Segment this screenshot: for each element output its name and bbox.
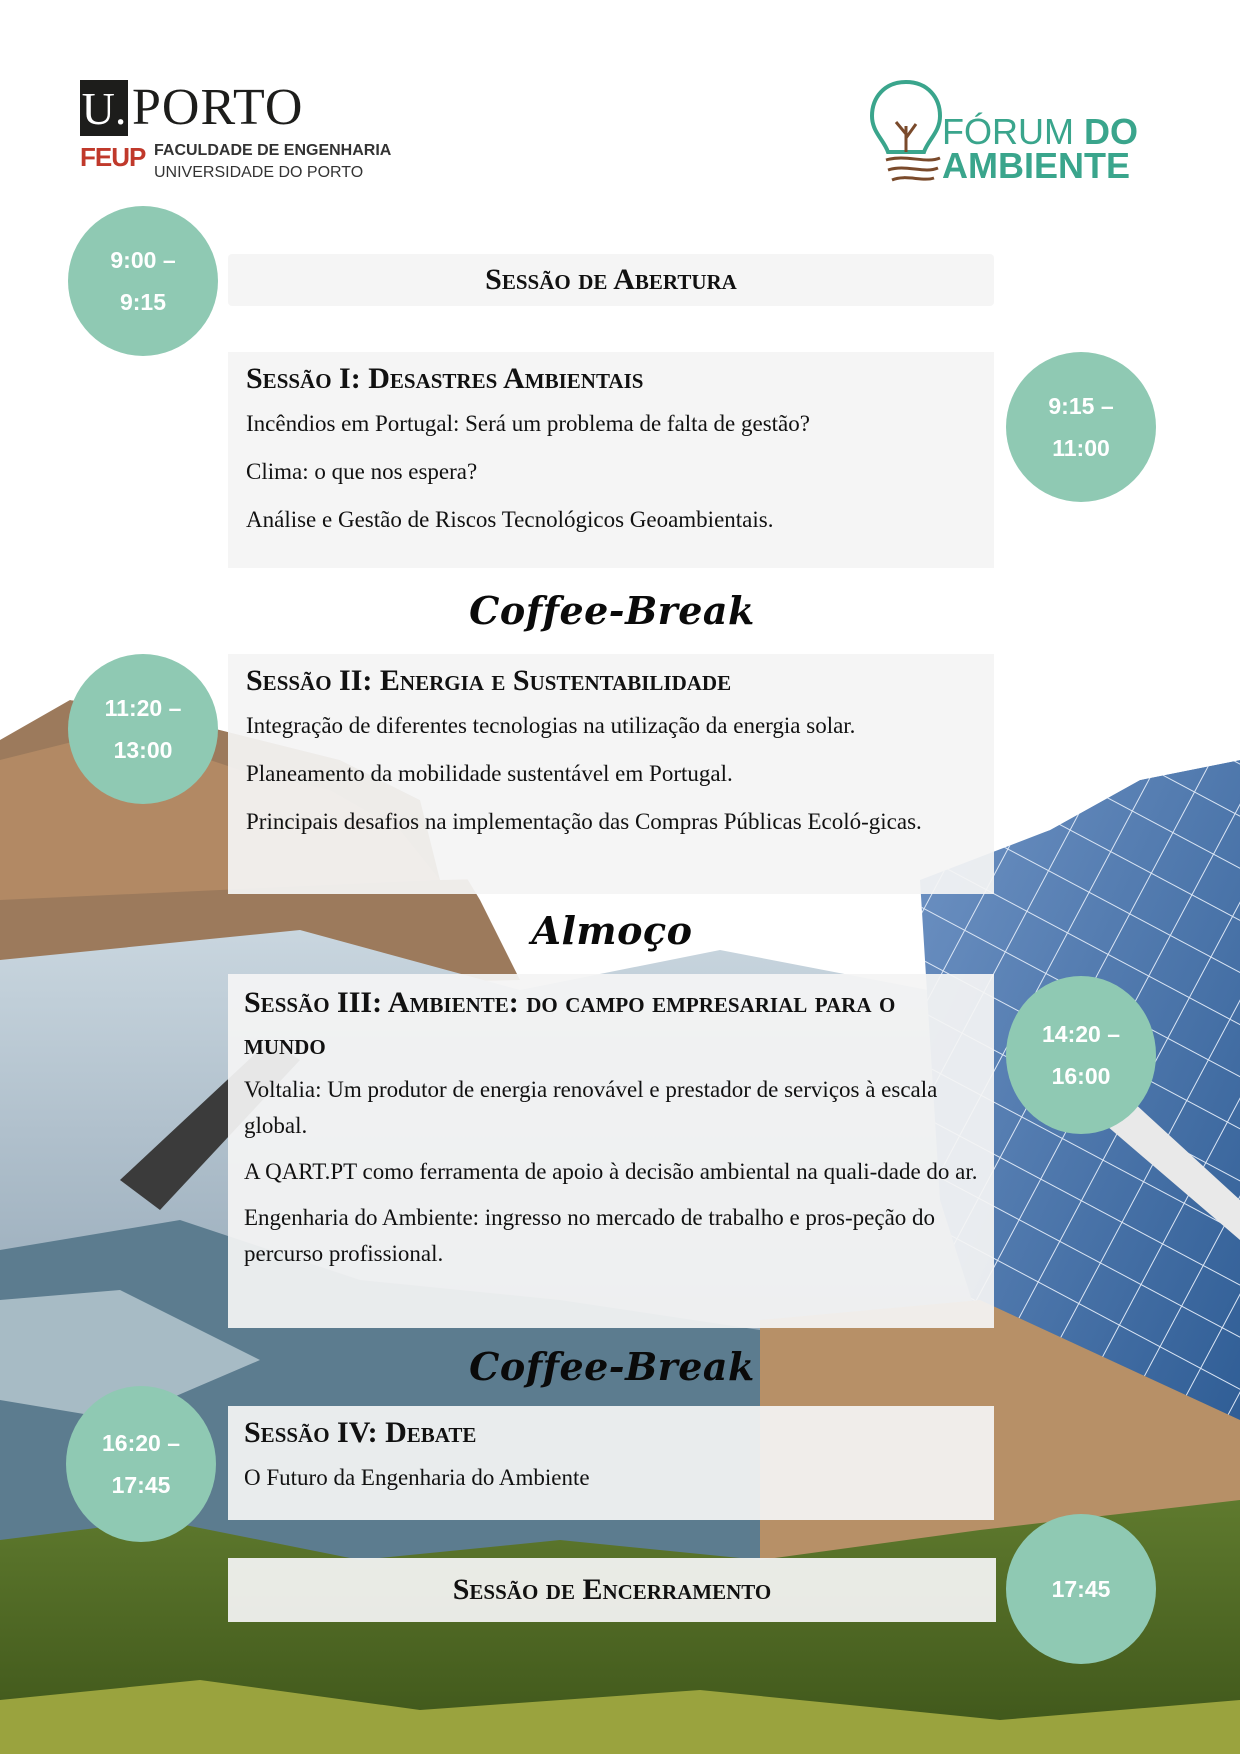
talk-item: Integração de diferentes tecnologias na utilização da energia solar.: [246, 713, 856, 738]
time-badge-session-3: 14:20 – 16:00: [1006, 976, 1156, 1134]
feup-faculty-name: FACULDADE DE ENGENHARIA: [154, 142, 392, 159]
uporto-logo-box: U.: [80, 80, 128, 136]
feup-university-name: UNIVERSIDADE DO PORTO: [154, 164, 364, 181]
session-3: [228, 974, 994, 1328]
session-title: Sessão I: Desastres Ambientais: [246, 362, 644, 395]
uporto-feup-logo: [80, 80, 420, 190]
forum-ambiente-logo: [866, 78, 1146, 188]
coffee-break-2: Coffee-Break: [469, 1344, 755, 1389]
session-2: [228, 654, 994, 894]
talk-item: Incêndios em Portugal: Será um problema de falta de gestão?: [246, 411, 810, 436]
session-title: Sessão III: Ambiente: do campo empresarial para o mundo: [244, 986, 896, 1061]
lightbulb-icon: [866, 78, 946, 188]
session-opening: [228, 254, 994, 306]
talk-item: Análise e Gestão de Riscos Tecnológicos Geoambientais.: [246, 507, 774, 532]
time-badge-opening: 9:00 – 9:15: [68, 206, 218, 356]
talk-item: Engenharia do Ambiente: ingresso no mercado de trabalho e pros-peção do percurso profissional.: [244, 1205, 936, 1266]
time-badge-session-1: 9:15 – 11:00: [1006, 352, 1156, 502]
session-1: [228, 352, 994, 568]
session-title: Sessão II: Energia e Sustentabilidade: [246, 664, 732, 697]
session-closing: [228, 1558, 996, 1622]
time-badge-closing: 17:45: [1006, 1514, 1156, 1664]
uporto-logo-word: PORTO: [132, 79, 304, 136]
forum-logo-line2: AMBIENTE: [942, 145, 1130, 186]
time-badge-session-2: 11:20 – 13:00: [68, 654, 218, 804]
talk-item: Planeamento da mobilidade sustentável em Portugal.: [246, 761, 733, 786]
talk-item: Principais desafios na implementação das Compras Públicas Ecoló-gicas.: [246, 809, 922, 834]
talk-item: Clima: o que nos espera?: [246, 459, 478, 484]
lunch-break: Almoço: [531, 908, 693, 953]
time-badge-session-4: 16:20 – 17:45: [66, 1386, 216, 1542]
coffee-break-1: Coffee-Break: [469, 588, 755, 633]
talk-item: A QART.PT como ferramenta de apoio à decisão ambiental na quali-dade do ar.: [244, 1159, 978, 1184]
session-title: Sessão IV: Debate: [244, 1416, 477, 1449]
talk-item: O Futuro da Engenharia do Ambiente: [244, 1465, 590, 1490]
session-4: [228, 1406, 994, 1520]
forum-logo-line1: FÓRUM DO: [942, 111, 1138, 152]
session-title: Sessão de Abertura: [485, 263, 737, 296]
feup-logo-text: FEUP: [80, 142, 146, 172]
talk-item: Voltalia: Um produtor de energia renovável e prestador de serviços à escala global.: [244, 1077, 938, 1138]
session-title: Sessão de Encerramento: [452, 1573, 772, 1606]
